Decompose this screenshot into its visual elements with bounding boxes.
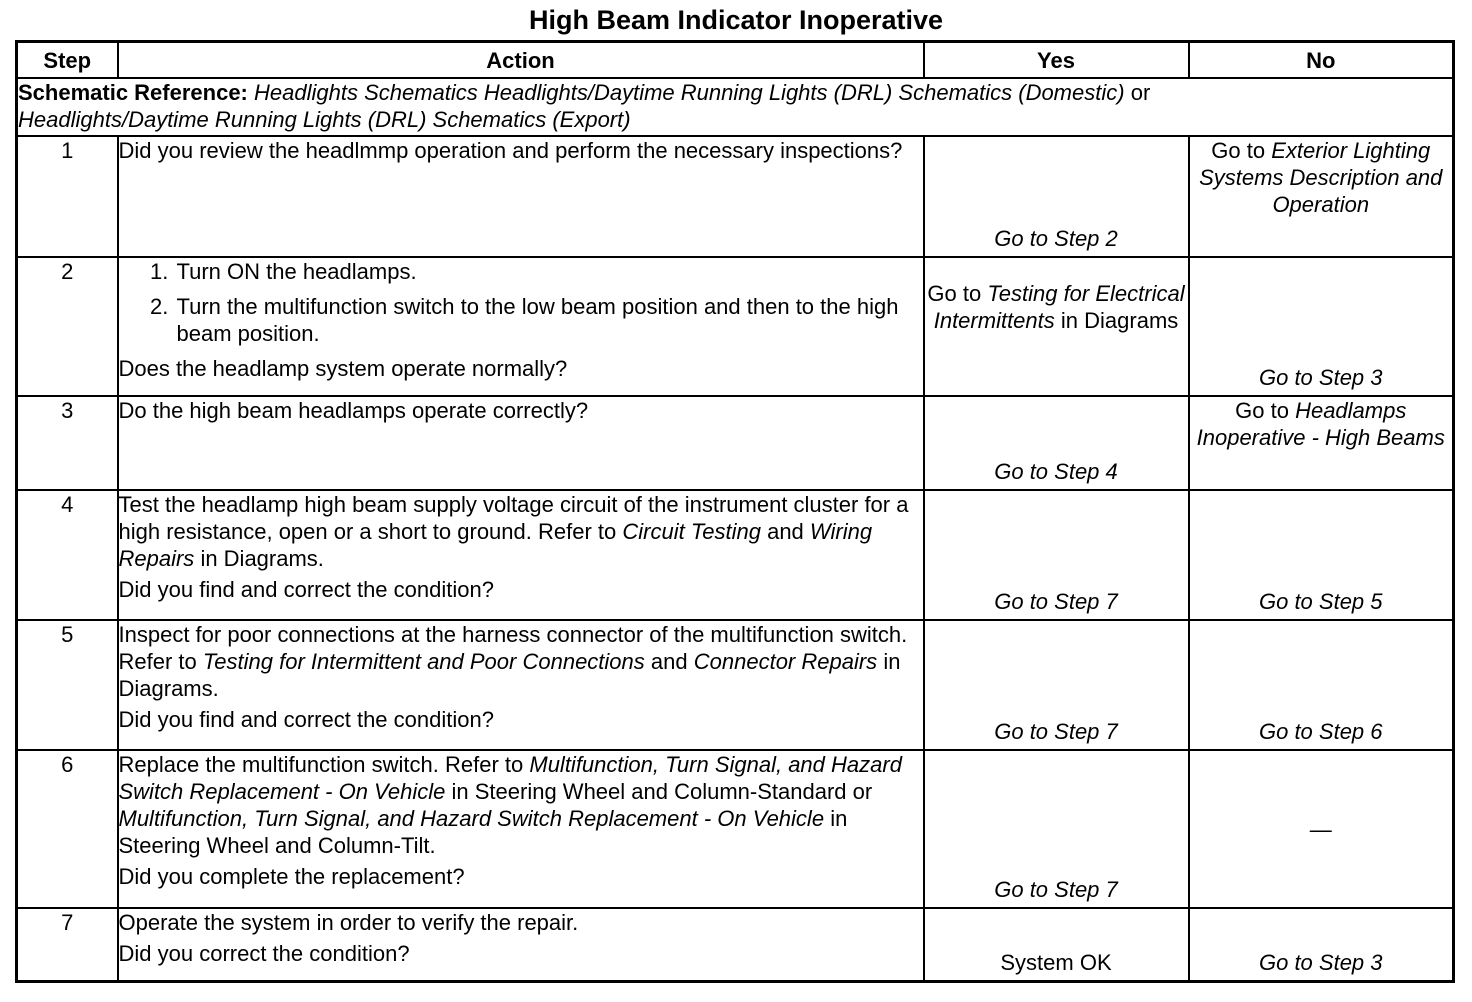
- action-text: Do the high beam headlamps operate correctly?: [118, 396, 924, 490]
- action-question: Did you find and correct the condition?: [118, 707, 494, 732]
- no-cell: [1189, 908, 1454, 981]
- schematic-ref-2[interactable]: Headlights/Daytime Running Lights (DRL) Schematics (Export): [18, 107, 631, 132]
- schematic-reference: [17, 78, 1454, 136]
- yes-goto[interactable]: Go to Step 7: [994, 589, 1118, 614]
- action-and: and: [650, 649, 688, 674]
- yes-cell: [924, 396, 1189, 490]
- ref-link[interactable]: Connector Repairs: [693, 649, 878, 674]
- action-question: Does the headlamp system operate normally?: [118, 356, 568, 381]
- no-prefix: Go to: [1211, 138, 1266, 163]
- yes-suffix-in: in: [1060, 308, 1079, 333]
- action-body: Replace the multifunction switch. Refer to: [118, 752, 524, 777]
- table-row: [17, 750, 1454, 908]
- no-dash: —: [1309, 816, 1332, 842]
- action-in: in Diagrams.: [118, 649, 901, 701]
- table-row: [17, 396, 1454, 490]
- action-text: [119, 621, 923, 702]
- ref-link[interactable]: Multifunction, Turn Signal, and Hazard Switch Replacement - On Vehicle: [118, 752, 902, 804]
- action-cell: [118, 750, 924, 908]
- action-body: Inspect for poor connections at the harness connector of the multifunction switch. Refer to: [118, 622, 908, 674]
- action-end: in Steering Wheel and Column-Tilt.: [118, 806, 848, 858]
- yes-cell: [924, 136, 1189, 257]
- table-row: [17, 490, 1454, 620]
- no-cell: [1189, 136, 1454, 257]
- action-question: Did you find and correct the condition?: [118, 577, 494, 602]
- step-number: 1: [17, 136, 118, 257]
- step-number: 2: [17, 257, 118, 396]
- diagnostic-table: [15, 40, 1455, 983]
- schematic-or: or: [1130, 80, 1151, 105]
- table-row: [17, 908, 1454, 981]
- list-item: 2. Turn the multifunction switch to the low beam position and then to the high beam position.: [175, 293, 923, 347]
- yes-suffix: Diagrams: [1084, 308, 1179, 333]
- step-number: 6: [17, 750, 118, 908]
- no-cell: [1189, 750, 1454, 908]
- action-in: in Diagrams.: [200, 546, 324, 571]
- action-and: and: [767, 519, 804, 544]
- no-prefix: Go to: [1235, 398, 1289, 423]
- action-text: [119, 751, 923, 859]
- action-text: Operate the system in order to verify the repair.: [118, 910, 579, 935]
- table-row: [17, 257, 1454, 396]
- table-row: [17, 136, 1454, 257]
- yes-goto[interactable]: Go to Step 7: [994, 877, 1118, 902]
- action-question: Did you correct the condition?: [118, 941, 410, 966]
- page-title: High Beam Indicator Inoperative: [528, 5, 944, 35]
- action-cell: [118, 620, 924, 750]
- step-number: 3: [17, 396, 118, 490]
- header-row: [17, 42, 1454, 79]
- yes-goto[interactable]: Go to Step 4: [994, 459, 1118, 484]
- schematic-label: Schematic Reference:: [18, 80, 248, 105]
- schematic-row: [17, 78, 1454, 136]
- yes-cell: [924, 620, 1189, 750]
- no-cell: [1189, 490, 1454, 620]
- action-text: [119, 491, 923, 572]
- no-goto[interactable]: Go to Step 3: [1258, 365, 1383, 390]
- yes-goto[interactable]: Go to Step 2: [994, 226, 1118, 251]
- no-cell: [1189, 620, 1454, 750]
- action-cell: [118, 257, 924, 396]
- yes-cell: [924, 490, 1189, 620]
- list-item: 1. Turn ON the headlamps.: [175, 258, 923, 285]
- action-text: Did you review the headlmmp operation and perform the necessary inspections?: [118, 136, 924, 257]
- header-no: No: [1189, 42, 1454, 79]
- no-goto[interactable]: Go to Step 6: [1258, 719, 1383, 744]
- yes-result: System OK: [1000, 949, 1112, 975]
- schematic-ref-1[interactable]: Headlights Schematics Headlights/Daytime Running Lights (DRL) Schematics (Domestic): [254, 80, 1125, 105]
- yes-cell: [924, 750, 1189, 908]
- yes-goto[interactable]: Go to Step 7: [994, 719, 1118, 744]
- action-list: [119, 258, 923, 347]
- yes-link[interactable]: Testing for Electrical Intermittents: [933, 281, 1185, 333]
- yes-prefix: Go to: [927, 281, 982, 306]
- no-goto[interactable]: Go to Step 5: [1258, 589, 1383, 614]
- table-row: [17, 620, 1454, 750]
- ref-link[interactable]: Testing for Intermittent and Poor Connections: [202, 649, 645, 674]
- no-goto[interactable]: Go to Step 3: [1258, 949, 1383, 975]
- header-action: Action: [118, 42, 924, 79]
- no-cell: [1189, 257, 1454, 396]
- step-number: 7: [17, 908, 118, 981]
- step-number: 4: [17, 490, 118, 620]
- action-body: Test the headlamp high beam supply voltage circuit of the instrument cluster for a high resistance, open or a short to ground. Refer to: [118, 492, 909, 544]
- ref-link[interactable]: Multifunction, Turn Signal, and Hazard Switch Replacement - On Vehicle: [118, 806, 825, 831]
- header-yes: Yes: [924, 42, 1189, 79]
- header-step: Step: [17, 42, 118, 79]
- action-cell: [118, 490, 924, 620]
- step-number: 5: [17, 620, 118, 750]
- no-link[interactable]: Exterior Lighting Systems Description and Operation: [1199, 138, 1443, 217]
- yes-cell: [924, 257, 1189, 396]
- no-link[interactable]: Headlamps Inoperative - High Beams: [1196, 398, 1445, 450]
- action-cell: [118, 908, 924, 981]
- action-question: Did you complete the replacement?: [118, 864, 465, 889]
- ref-link[interactable]: Wiring Repairs: [118, 519, 873, 571]
- action-mid: in Steering Wheel and Column-Standard or: [451, 779, 873, 804]
- no-cell: [1189, 396, 1454, 490]
- ref-link[interactable]: Circuit Testing: [622, 519, 761, 544]
- yes-cell: [924, 908, 1189, 981]
